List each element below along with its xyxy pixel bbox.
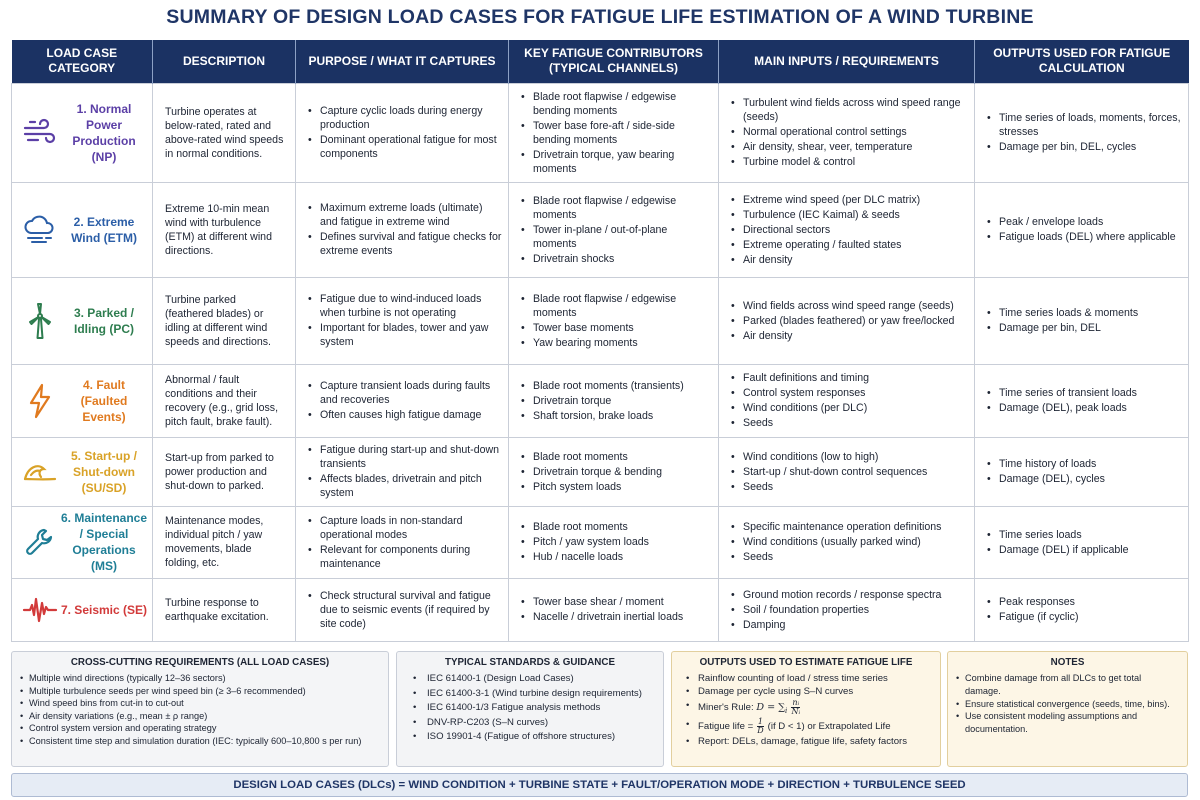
wave-icon (22, 454, 58, 490)
contributors-list (521, 90, 712, 176)
outputs-list (987, 215, 1182, 244)
inputs-list (731, 299, 968, 343)
list-item: • Fatigue due to wind-induced loads when turbine is not operating (308, 292, 502, 320)
header-description: DESCRIPTION (153, 40, 296, 83)
table-row (12, 83, 1189, 182)
list-item: • Peak / envelope loads (987, 215, 1182, 229)
list-item: • Start-up / shut-down control sequences (731, 465, 968, 479)
category-label: 5. Start-up / Shut-down (SU/SD) (70, 448, 137, 495)
inputs-cell (719, 277, 975, 364)
contributors-cell (509, 437, 719, 506)
list-item: • Yaw bearing moments (521, 336, 712, 350)
list-item: • Time series loads (987, 528, 1182, 542)
list-item: • Capture cyclic loads during energy production (308, 104, 502, 132)
list-item: • Blade root moments (transients) (521, 379, 712, 393)
fatigue-life-fraction (757, 718, 764, 735)
purpose-cell (296, 83, 509, 182)
storm-cloud-icon (22, 212, 58, 248)
outputs-list (987, 386, 1182, 415)
list-item: • Ground motion records / response spectra (731, 588, 968, 602)
list-item: • Consistent time step and simulation duration (IEC: typically 600–10,800 s per run) (20, 735, 380, 748)
list-item: • Air density (731, 329, 968, 343)
description-cell: Abnormal / fault conditions and their recovery (e.g., grid loss, pitch fault, brake fault). (153, 364, 296, 437)
list-item: • Time series of transient loads (987, 386, 1182, 400)
fatigue-outputs-title: OUTPUTS USED TO ESTIMATE FATIGUE LIFE (699, 657, 913, 668)
list-item: • Tower base moments (521, 321, 712, 335)
contributors-list (521, 292, 712, 350)
category-cell (12, 506, 153, 578)
standards-list (405, 672, 655, 745)
list-item: • Check structural survival and fatigue due to seismic events (if required by site code) (308, 589, 502, 631)
contributors-cell (509, 182, 719, 277)
table-row (12, 578, 1189, 641)
list-item: • Peak responses (987, 595, 1182, 609)
list-item: • IEC 61400-3-1 (Wind turbine design requirements) (413, 687, 655, 702)
notes-title: NOTES (1050, 657, 1085, 668)
miner-denominator: Nᵢ (791, 707, 801, 716)
description-cell: Turbine response to earthquake excitation. (153, 578, 296, 641)
lightning-icon (22, 383, 58, 419)
list-item: • Specific maintenance operation definitions (731, 520, 968, 534)
outputs-list (987, 595, 1182, 624)
fatigue-outputs-panel (671, 651, 941, 767)
outputs-cell (975, 277, 1189, 364)
list-item: • Wind conditions (usually parked wind) (731, 535, 968, 549)
outputs-cell (975, 578, 1189, 641)
seismic-wave-icon (22, 592, 58, 628)
purpose-cell (296, 437, 509, 506)
list-item: • Important for blades, tower and yaw system (308, 321, 502, 349)
contributors-cell (509, 277, 719, 364)
outputs-cell (975, 83, 1189, 182)
notes-list (956, 672, 1179, 736)
list-item: • Time series of loads, moments, forces, stresses (987, 111, 1182, 139)
standards-panel (396, 651, 664, 767)
list-item: • Air density variations (e.g., mean ± ρ range) (20, 710, 380, 723)
purpose-list (308, 201, 502, 258)
description-cell: Start-up from parked to power production and shut-down to parked. (153, 437, 296, 506)
category-label: 3. Parked / Idling (PC) (73, 305, 135, 336)
list-item: • Seeds (731, 416, 968, 430)
contributors-list (521, 379, 712, 423)
list-item: • Parked (blades feathered) or yaw free/locked (731, 314, 968, 328)
miner-numerator: nᵢ (792, 698, 800, 707)
life-denominator: D (757, 725, 764, 735)
list-item: • Extreme wind speed (per DLC matrix) (731, 193, 968, 207)
cross-cutting-title: CROSS-CUTTING REQUIREMENTS (ALL LOAD CASES) (70, 657, 330, 668)
outputs-cell (975, 364, 1189, 437)
list-item: • Pitch system loads (521, 480, 712, 494)
dlc-formula-banner: DESIGN LOAD CASES (DLCs) = WIND CONDITION + TURBINE STATE + FAULT/OPERATION MODE + DIRECTION + TURBULENCE SEED (11, 773, 1188, 797)
list-item: • Tower base fore-aft / side-side bending moments (521, 119, 712, 147)
list-item: • Fatigue loads (DEL) where applicable (987, 230, 1182, 244)
inputs-cell (719, 83, 975, 182)
list-item: • IEC 61400-1 (Design Load Cases) (413, 672, 655, 687)
list-item: • ISO 19901-4 (Fatigue of offshore structures) (413, 730, 655, 745)
header-category: LOAD CASE CATEGORY (12, 40, 153, 83)
purpose-list (308, 443, 502, 500)
list-item: • Blade root flapwise / edgewise moments (521, 292, 712, 320)
list-item: • Wind speed bins from cut-in to cut-out (20, 697, 380, 710)
category-label: 6. Maintenance / Special Operations (MS) (60, 511, 148, 573)
list-item: • Drivetrain torque (521, 394, 712, 408)
list-item: • Drivetrain torque & bending (521, 465, 712, 479)
list-item: • Control system version and operating strategy (20, 722, 380, 735)
inputs-cell (719, 506, 975, 578)
list-item: • Multiple turbulence seeds per wind speed bin (≥ 3–6 recommended) (20, 685, 380, 698)
description-cell: Extreme 10-min mean wind with turbulence (ETM) at different wind directions. (153, 182, 296, 277)
purpose-list (308, 589, 502, 631)
table-row (12, 437, 1189, 506)
miner-rule-label: Miner's Rule: (698, 702, 754, 713)
list-item: • Air density, shear, veer, temperature (731, 140, 968, 154)
inputs-cell (719, 182, 975, 277)
outputs-cell (975, 437, 1189, 506)
list-item: • Affects blades, drivetrain and pitch system (308, 472, 502, 500)
list-item: • Turbulent wind fields across wind speed range (seeds) (731, 96, 968, 124)
list-item: • Normal operational control settings (731, 125, 968, 139)
inputs-list (731, 520, 968, 564)
category-cell (12, 578, 153, 641)
table-header-row (12, 40, 1189, 83)
description-cell: Turbine parked (feathered blades) or idling at different wind speeds and directions. (153, 277, 296, 364)
outputs-list (987, 111, 1182, 154)
description-cell: Maintenance modes, individual pitch / yaw movements, blade folding, etc. (153, 506, 296, 578)
list-item: • Hub / nacelle loads (521, 550, 712, 564)
list-item: • Drivetrain torque, yaw bearing moments (521, 148, 712, 176)
contributors-list (521, 194, 712, 266)
wrench-icon (22, 524, 58, 560)
report-item: • Report: DELs, damage, fatigue life, safety factors (686, 735, 932, 748)
inputs-list (731, 588, 968, 632)
purpose-list (308, 514, 502, 571)
list-item: • Fatigue (if cyclic) (987, 610, 1182, 624)
list-item: • Control system responses (731, 386, 968, 400)
standards-title: TYPICAL STANDARDS & GUIDANCE (444, 657, 615, 668)
inputs-list (731, 193, 968, 267)
list-item: • Time history of loads (987, 457, 1182, 471)
header-inputs: MAIN INPUTS / REQUIREMENTS (719, 40, 975, 83)
category-cell (12, 277, 153, 364)
miner-rule-item (686, 699, 932, 718)
table-row (12, 277, 1189, 364)
contributors-cell (509, 83, 719, 182)
inputs-list (731, 371, 968, 430)
header-outputs: OUTPUTS USED FOR FATIGUE CALCULATION (975, 40, 1189, 83)
list-item: • IEC 61400-1/3 Fatigue analysis methods (413, 701, 655, 716)
list-item: • Blade root moments (521, 450, 712, 464)
list-item: • Pitch / yaw system loads (521, 535, 712, 549)
outputs-list (987, 528, 1182, 557)
list-item: • Combine damage from all DLCs to get total damage. (956, 672, 1179, 698)
miner-sub: i (785, 706, 788, 715)
bottom-panels (11, 651, 1188, 767)
list-item: • Multiple wind directions (typically 12–36 sectors) (20, 672, 380, 685)
purpose-cell (296, 506, 509, 578)
category-label: 7. Seismic (SE) (60, 602, 148, 617)
list-item: • Blade root flapwise / edgewise bending moments (521, 90, 712, 118)
cross-cutting-list (20, 672, 380, 748)
outputs-cell (975, 182, 1189, 277)
list-item: • Damping (731, 618, 968, 632)
list-item: • Tower in-plane / out-of-plane moments (521, 223, 712, 251)
list-item: • Wind conditions (per DLC) (731, 401, 968, 415)
list-item: • Seeds (731, 480, 968, 494)
list-item: • Damage (DEL), peak loads (987, 401, 1182, 415)
purpose-list (308, 292, 502, 349)
contributors-list (521, 450, 712, 494)
miner-lhs: D = ∑ (756, 702, 786, 713)
inputs-cell (719, 437, 975, 506)
purpose-cell (296, 277, 509, 364)
header-purpose: PURPOSE / WHAT IT CAPTURES (296, 40, 509, 83)
list-item: • DNV-RP-C203 (S–N curves) (413, 716, 655, 731)
contributors-cell (509, 578, 719, 641)
list-item: • Use consistent modeling assumptions and documentation. (956, 710, 1179, 736)
purpose-list (308, 379, 502, 422)
header-contributors: KEY FATIGUE CONTRIBUTORS (TYPICAL CHANNELS) (509, 40, 719, 83)
list-item: • Rainflow counting of load / stress time series (686, 672, 932, 685)
fatigue-outputs-list (680, 672, 932, 748)
contributors-cell (509, 364, 719, 437)
list-item: • Damage per cycle using S–N curves (686, 685, 932, 698)
outputs-list (987, 457, 1182, 486)
outputs-list (987, 306, 1182, 335)
list-item: • Nacelle / drivetrain inertial loads (521, 610, 712, 624)
list-item: • Shaft torsion, brake loads (521, 409, 712, 423)
description-cell: Turbine operates at below-rated, rated and above-rated wind speeds in normal conditions. (153, 83, 296, 182)
list-item: • Damage (DEL), cycles (987, 472, 1182, 486)
list-item: • Extreme operating / faulted states (731, 238, 968, 252)
outputs-cell (975, 506, 1189, 578)
purpose-cell (296, 364, 509, 437)
contributors-cell (509, 506, 719, 578)
list-item: • Directional sectors (731, 223, 968, 237)
table-row (12, 364, 1189, 437)
purpose-cell (296, 578, 509, 641)
list-item: • Seeds (731, 550, 968, 564)
wind-turbine-icon (22, 303, 58, 339)
list-item: • Wind fields across wind speed range (seeds) (731, 299, 968, 313)
list-item: • Fatigue during start-up and shut-down transients (308, 443, 502, 471)
inputs-cell (719, 364, 975, 437)
list-item: • Damage per bin, DEL (987, 321, 1182, 335)
miner-rule-formula (756, 698, 801, 716)
inputs-list (731, 96, 968, 169)
cross-cutting-panel (11, 651, 389, 767)
category-cell (12, 437, 153, 506)
table-row (12, 182, 1189, 277)
contributors-list (521, 520, 712, 564)
inputs-list (731, 450, 968, 494)
list-item: • Capture transient loads during faults and recoveries (308, 379, 502, 407)
inputs-cell (719, 578, 975, 641)
list-item: • Air density (731, 253, 968, 267)
category-label: 4. Fault (Faulted Events) (80, 377, 128, 424)
page-title: SUMMARY OF DESIGN LOAD CASES FOR FATIGUE LIFE ESTIMATION OF A WIND TURBINE (166, 6, 1034, 28)
miner-fraction (791, 699, 800, 716)
list-item: • Blade root moments (521, 520, 712, 534)
list-item: • Damage (DEL) if applicable (987, 543, 1182, 557)
fatigue-life-item (686, 718, 932, 735)
list-item: • Tower base shear / moment (521, 595, 712, 609)
list-item: • Damage per bin, DEL, cycles (987, 140, 1182, 154)
list-item: • Defines survival and fatigue checks for extreme events (308, 230, 502, 258)
fatigue-life-condition: (if D < 1) or Extrapolated Life (767, 720, 891, 732)
list-item: • Turbine model & control (731, 155, 968, 169)
list-item: • Ensure statistical convergence (seeds, time, bins). (956, 698, 1179, 711)
list-item: • Time series loads & moments (987, 306, 1182, 320)
list-item: • Maximum extreme loads (ultimate) and fatigue in extreme wind (308, 201, 502, 229)
wind-icon (22, 115, 58, 151)
category-cell (12, 182, 153, 277)
list-item: • Relevant for components during maintenance (308, 543, 502, 571)
category-cell (12, 83, 153, 182)
notes-panel (947, 651, 1188, 767)
contributors-list (521, 595, 712, 624)
list-item: • Soil / foundation properties (731, 603, 968, 617)
list-item: • Capture loads in non-standard operational modes (308, 514, 502, 542)
category-label: 1. Normal Power Production (NP) (72, 101, 136, 164)
purpose-cell (296, 182, 509, 277)
list-item: • Drivetrain shocks (521, 252, 712, 266)
list-item: • Dominant operational fatigue for most components (308, 133, 502, 161)
fatigue-life-label: Fatigue life = (698, 720, 754, 732)
list-item: • Fault definitions and timing (731, 371, 968, 385)
life-numerator: 1 (757, 716, 763, 726)
list-item: • Turbulence (IEC Kaimal) & seeds (731, 208, 968, 222)
list-item: • Often causes high fatigue damage (308, 408, 502, 422)
table-row (12, 506, 1189, 578)
list-item: • Wind conditions (low to high) (731, 450, 968, 464)
load-case-table (11, 40, 1189, 642)
category-cell (12, 364, 153, 437)
category-label: 2. Extreme Wind (ETM) (71, 214, 137, 245)
purpose-list (308, 104, 502, 161)
list-item: • Blade root flapwise / edgewise moments (521, 194, 712, 222)
